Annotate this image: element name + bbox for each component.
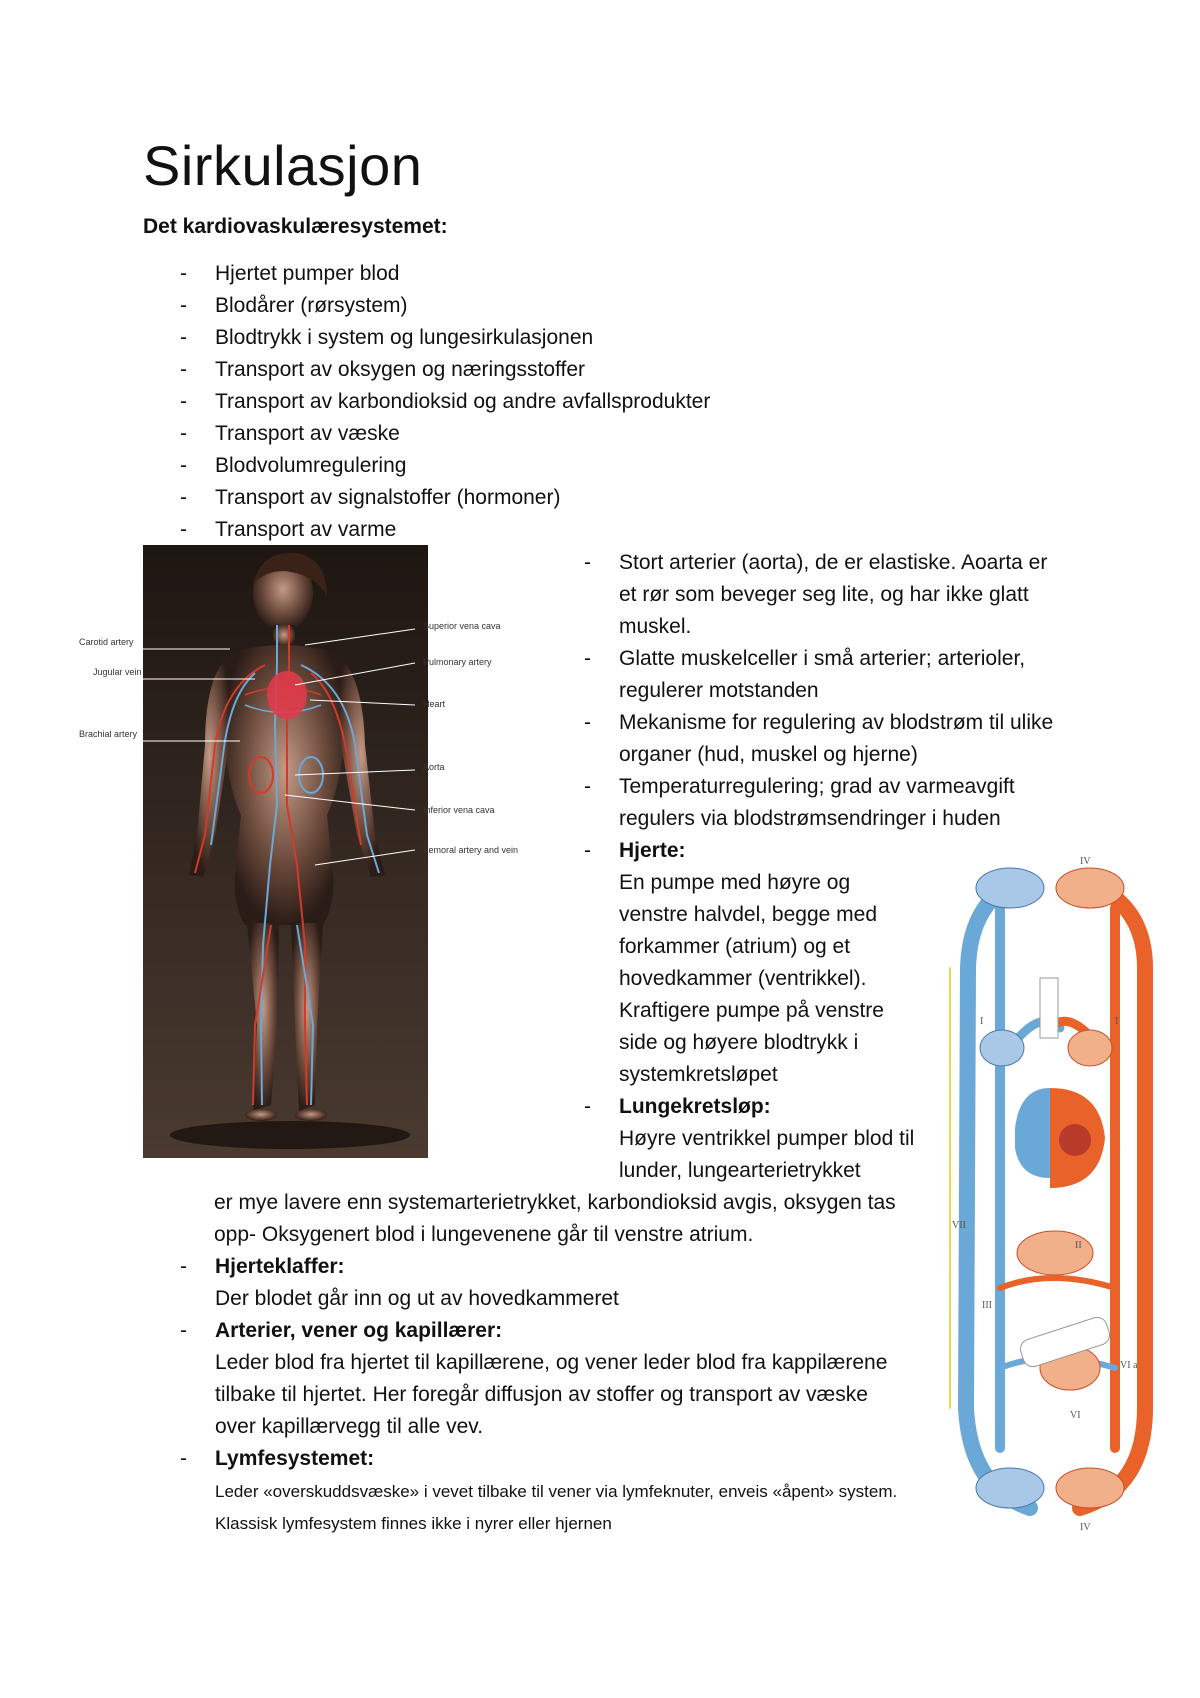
label-iii: III [982,1300,992,1311]
label-inferior-vena-cava: Inferior vena cava [423,805,495,815]
list-item: - Blodvolumregulering [180,454,407,477]
hjerte-heading: Hjerte: [619,839,686,862]
label-jugular-vein: Jugular vein [93,667,142,677]
list-item: - Stort arterier (aorta), de er elastiske. Aoarta er et rør som beveger seg lite, og har ikke glatt muskel. [584,551,1048,638]
page-title: Sirkulasjon [143,134,423,197]
circulation-schematic-figure [940,848,1170,1538]
heart-schematic [1015,1088,1105,1188]
label-brachial-artery: Brachial artery [79,729,138,739]
label-carotid-artery: Carotid artery [79,637,134,647]
main-bullet-list [180,258,880,546]
label-iv-top: IV [1080,856,1091,867]
label-via: VI a [1120,1360,1138,1371]
label-iv-bottom: IV [1080,1522,1091,1533]
list-item-arterier-vener: - Arterier, vener og kapillærer: Leder blod fra hjertet til kapillærene, og vener leder blod fra kappilærene tilbake til hjertet. Her foregår diffusjon av stoffer og transport av væske over kapillærvegg til alle vev. [180,1319,888,1438]
list-item: - Transport av væske [180,422,400,445]
list-item-hjerteklaffer: - Hjerteklaffer: Der blodet går inn og ut av hovedkammeret [180,1255,619,1310]
hjerte-text: En pumpe med høyre og venstre halvdel, begge med forkammer (atrium) og et hovedkammer (ventrikkel). Kraftigere pumpe på venstre side og høyere blodtrykk i systemkretsløpet [619,871,884,1086]
label-i-left: I [980,1016,984,1027]
list-item: - Transport av signalstoffer (hormoner) [180,486,561,509]
list-item-hjerte: - Hjerte: En pumpe med høyre og venstre halvdel, begge med forkammer (atrium) og et hovedkammer (ventrikkel). Kraftigere pumpe på venstre side og høyere blodtrykk i systemkretsløpet [584,839,884,1086]
lunge-heading: Lungekretsløp: [619,1095,771,1118]
list-item: - Glatte muskelceller i små arterier; arterioler, regulerer motstanden [584,647,1026,702]
label-superior-vena-cava: Superior vena cava [423,621,501,631]
label-heart: Heart [423,699,446,709]
lunge-continuation: er mye lavere enn systemarterietrykket, karbondioksid avgis, oksygen tas opp- Oksygenert blod i lungevenene går til venstre atrium. [214,1191,896,1246]
label-femoral-artery-vein: Femoral artery and vein [423,845,519,855]
list-item: - Hjertet pumper blod [180,262,400,285]
label-pulmonary-artery: Pulmonary artery [423,657,492,667]
label-i-right: I [1115,1016,1119,1027]
body-circulation-figure [65,545,535,1160]
list-item: - Blodtrykk i system og lungesirkulasjonen [180,326,594,349]
bottom-bullet-list [180,1251,900,1539]
trachea [1040,978,1058,1038]
lunge-text: Høyre ventrikkel pumper blod til lunder, lungearterietrykket [619,1127,915,1182]
list-item-lymfesystemet: - Lymfesystemet: Leder «overskuddsvæske» i vevet tilbake til vener via lymfeknuter, enveis «åpent» system. Klassisk lymfesystem finnes ikke i nyrer eller hjernen [180,1447,898,1533]
list-item: - Transport av varme [180,518,397,541]
label-vii: VII [952,1220,966,1231]
section-subtitle: Det kardiovaskulæresystemet: [143,215,448,238]
heart-shape [267,671,307,719]
label-vi: VI [1070,1410,1081,1421]
label-aorta: Aorta [423,762,445,772]
list-item: - Blodårer (rørsystem) [180,294,408,317]
label-ii: II [1075,1240,1082,1251]
list-item-lungekretslop: - Lungekretsløp: Høyre ventrikkel pumper blod til lunder, lungearterietrykket [584,1095,915,1182]
list-item: - Transport av oksygen og næringsstoffer [180,358,586,381]
list-item: - Temperaturregulering; grad av varmeavgift regulers via blodstrømsendringer i huden [584,775,1015,830]
list-item: - Mekanisme for regulering av blodstrøm til ulike organer (hud, muskel og hjerne) [584,711,1054,766]
list-item: - Transport av karbondioksid og andre avfallsprodukter [180,390,711,413]
